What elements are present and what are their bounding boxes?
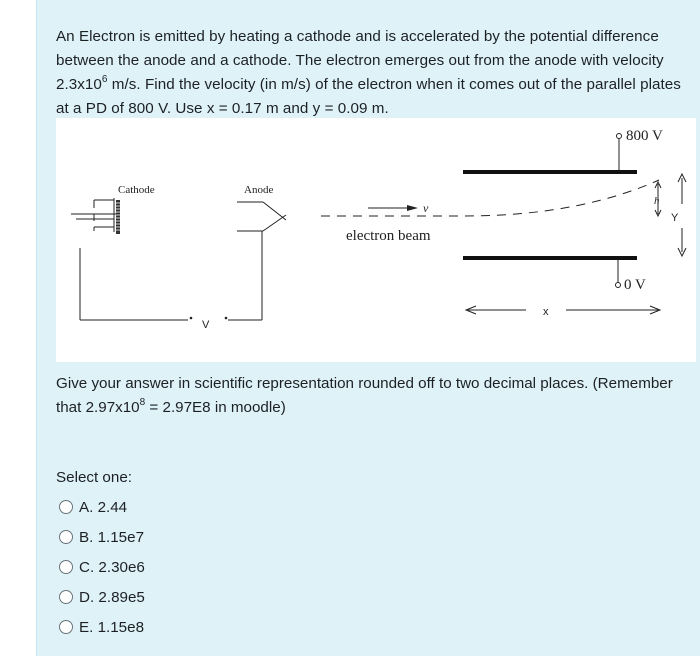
label-anode: Anode xyxy=(244,184,274,196)
answer-option-c[interactable] xyxy=(59,552,145,582)
label-supply-v: V xyxy=(202,319,210,331)
example-mantissa: 2.97x10 xyxy=(85,399,140,416)
example-exponent: 8 xyxy=(139,396,146,408)
answer-option-d[interactable] xyxy=(59,582,145,612)
label-x: x xyxy=(543,306,549,318)
answer-option-e[interactable] xyxy=(59,612,145,642)
cathode-filament xyxy=(116,200,120,234)
label-h: h xyxy=(654,195,660,207)
label-0v: 0 V xyxy=(624,277,646,293)
select-one-label: Select one: xyxy=(56,469,132,486)
label-electron-beam: electron beam xyxy=(346,228,431,244)
terminal-800v xyxy=(617,134,622,139)
electron-beam-path xyxy=(321,180,659,216)
label-cathode: Cathode xyxy=(118,184,155,196)
radio-button[interactable] xyxy=(59,530,73,544)
radio-button[interactable] xyxy=(59,620,73,634)
answer-option-a[interactable] xyxy=(59,492,145,522)
instruction-rest: = 2.97E8 in moodle) xyxy=(145,399,286,416)
label-800v: 800 V xyxy=(626,128,663,144)
instruction-start: Give your answer in scientific representation rounded off to two decimal places. (Remember that xyxy=(56,375,673,416)
answer-label: E. 1.15e8 xyxy=(79,618,145,636)
question-card xyxy=(36,0,700,656)
label-velocity: v xyxy=(423,201,429,215)
radio-button[interactable] xyxy=(59,560,73,574)
physics-diagram xyxy=(56,118,696,362)
velocity-exponent: 6 xyxy=(101,73,108,85)
answer-label: B. 1.15e7 xyxy=(79,528,145,546)
diagram-svg xyxy=(56,118,696,362)
terminal-0v xyxy=(616,283,621,288)
answer-label: C. 2.30e6 xyxy=(79,558,145,576)
question-instruction xyxy=(56,372,696,420)
velocity-mantissa: 2.3x10 xyxy=(56,76,102,93)
answer-option-b[interactable] xyxy=(59,522,145,552)
label-y: Y xyxy=(671,212,679,224)
answer-label: A. 2.44 xyxy=(79,498,128,516)
question-text xyxy=(56,25,696,121)
answer-label: D. 2.89e5 xyxy=(79,588,145,606)
answer-options xyxy=(59,492,145,642)
radio-button[interactable] xyxy=(59,590,73,604)
question-intro: An Electron is emitted by heating a cathode and is accelerated by the potential difference between the anode and a cathode. The electron emerges out from the anode with velocity xyxy=(56,28,664,69)
question-velocity-rest: m/s. Find the velocity (in m/s) of the electron when it comes out of the parallel plates at a PD of 800 V. Use x = 0.17 m and y = 0.09 m. xyxy=(56,76,681,117)
radio-button[interactable] xyxy=(59,500,73,514)
